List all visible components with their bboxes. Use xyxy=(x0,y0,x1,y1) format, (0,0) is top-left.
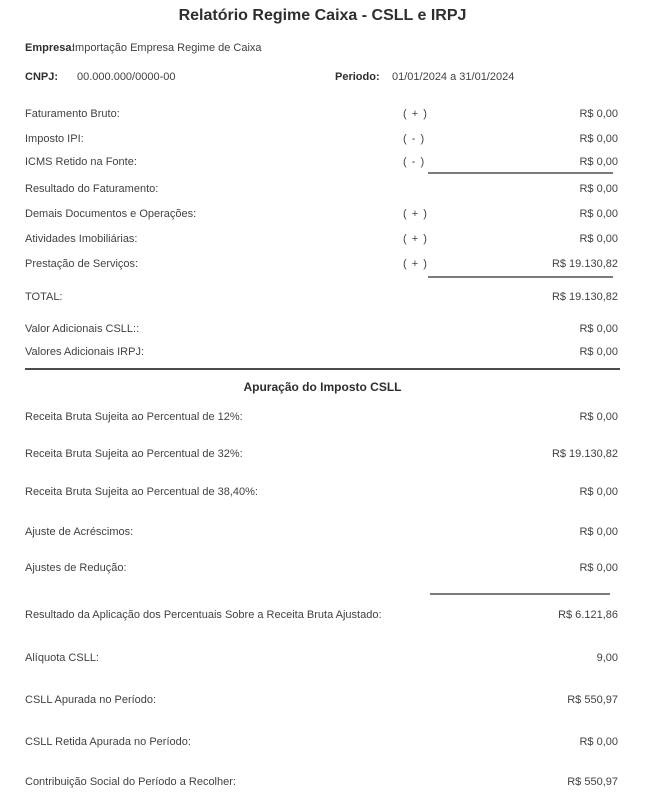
periodo-value: 01/01/2024 a 31/01/2024 xyxy=(392,71,515,83)
row-faturamento-bruto xyxy=(25,108,618,122)
row-sign: ( - ) xyxy=(403,133,426,145)
row-atividades-imobiliarias xyxy=(25,233,618,247)
row-sign: ( + ) xyxy=(403,108,428,120)
row-value: R$ 0,00 xyxy=(579,486,618,498)
row-value: R$ 0,00 xyxy=(579,233,618,245)
cnpj-value: 00.000.000/0000-00 xyxy=(77,71,176,83)
row-csll-retida xyxy=(25,736,618,750)
row-label: ICMS Retido na Fonte: xyxy=(25,156,137,168)
row-value: R$ 0,00 xyxy=(579,411,618,423)
row-prestacao-servicos xyxy=(25,258,618,272)
row-label: Alíquota CSLL: xyxy=(25,652,99,664)
row-label: Ajuste de Acréscimos: xyxy=(25,526,134,538)
row-icms-retido xyxy=(25,156,618,170)
report-title: Relatório Regime Caixa - CSLL e IRPJ xyxy=(178,7,467,24)
row-label: Resultado da Aplicação dos Percentuais Sobre a Receita Bruta Ajustado: xyxy=(25,609,382,621)
section-divider xyxy=(25,368,620,370)
row-value: 9,00 xyxy=(596,652,618,664)
row-value: R$ 0,00 xyxy=(579,108,618,120)
row-valor-adicionais-csll xyxy=(25,323,618,337)
row-ajuste-acrescimos xyxy=(25,526,618,540)
row-resultado-aplicacao xyxy=(25,609,618,623)
row-label: Resultado do Faturamento: xyxy=(25,183,159,195)
row-value: R$ 0,00 xyxy=(579,156,618,168)
row-valores-adicionais-irpj xyxy=(25,346,618,360)
row-value: R$ 19.130,82 xyxy=(551,448,618,460)
row-label: Receita Bruta Sujeita ao Percentual de 12%: xyxy=(25,411,243,423)
row-value: R$ 550,97 xyxy=(567,694,618,706)
empresa-value: Importação Empresa Regime de Caixa xyxy=(72,42,262,54)
row-label: Receita Bruta Sujeita ao Percentual de 32%: xyxy=(25,448,243,460)
row-label: Ajustes de Redução: xyxy=(25,562,127,574)
row-value: R$ 550,97 xyxy=(567,776,618,788)
row-ajustes-reducao xyxy=(25,562,618,576)
row-csll-apurada xyxy=(25,694,618,708)
subtotal-rule xyxy=(428,172,613,174)
row-total xyxy=(25,291,618,305)
cnpj-label: CNPJ: xyxy=(25,71,59,83)
row-aliquota-csll xyxy=(25,652,618,666)
row-label: Atividades Imobiliárias: xyxy=(25,233,138,245)
empresa-label: Empresa: xyxy=(25,42,76,54)
row-value: R$ 19.130,82 xyxy=(551,258,618,270)
row-value: R$ 19.130,82 xyxy=(551,291,618,303)
row-value: R$ 0,00 xyxy=(579,323,618,335)
row-label: TOTAL: xyxy=(25,291,63,303)
row-resultado-faturamento xyxy=(25,183,618,197)
row-sign: ( + ) xyxy=(403,208,428,220)
row-value: R$ 0,00 xyxy=(579,526,618,538)
row-sign: ( + ) xyxy=(403,233,428,245)
row-label: Prestação de Serviços: xyxy=(25,258,139,270)
row-value: R$ 6.121,86 xyxy=(558,609,618,621)
row-value: R$ 0,00 xyxy=(579,183,618,195)
row-imposto-ipi xyxy=(25,133,618,147)
row-value: R$ 0,00 xyxy=(579,736,618,748)
row-label: CSLL Retida Apurada no Período: xyxy=(25,736,191,748)
row-receita-32 xyxy=(25,448,618,462)
row-value: R$ 0,00 xyxy=(579,562,618,574)
row-sign: ( + ) xyxy=(403,258,428,270)
row-sign: ( - ) xyxy=(403,156,426,168)
total-rule xyxy=(428,276,613,278)
row-receita-12 xyxy=(25,411,618,425)
row-label: Valores Adicionais IRPJ: xyxy=(25,346,145,358)
row-value: R$ 0,00 xyxy=(579,133,618,145)
row-label: Valor Adicionais CSLL:: xyxy=(25,323,140,335)
row-label: Receita Bruta Sujeita ao Percentual de 38,40%: xyxy=(25,486,258,498)
periodo-label: Periodo: xyxy=(335,71,380,83)
row-label: Demais Documentos e Operações: xyxy=(25,208,197,220)
row-label: Contribuição Social do Período a Recolher: xyxy=(25,776,236,788)
row-label: Imposto IPI: xyxy=(25,133,84,145)
ajustes-rule xyxy=(430,593,610,595)
row-receita-3840 xyxy=(25,486,618,500)
row-demais-documentos xyxy=(25,208,618,222)
row-label: Faturamento Bruto: xyxy=(25,108,120,120)
row-label: CSLL Apurada no Período: xyxy=(25,694,157,706)
row-contribuicao-social xyxy=(25,776,618,790)
row-value: R$ 0,00 xyxy=(579,208,618,220)
row-value: R$ 0,00 xyxy=(579,346,618,358)
csll-section-title: Apuração do Imposto CSLL xyxy=(243,380,402,394)
